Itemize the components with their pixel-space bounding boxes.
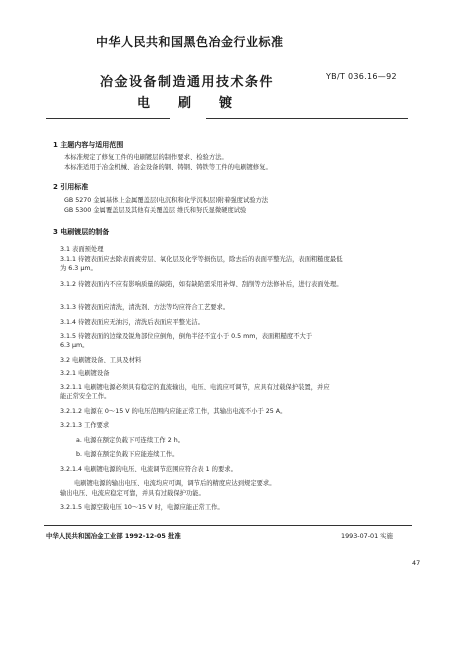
section-1-paragraph: 本标准适用于冶金机械、冶金设备的钢、铸钢、铸铁等工件的电刷镀修复。 [64, 164, 272, 171]
clause-heading: 3.2 电刷镀设备、工具及材料 [60, 357, 142, 364]
list-item: b. 电源在额定负载下应能连续工作。 [76, 451, 179, 458]
clause-text: 3.1.4 待镀表面应无油污，清洗后表面应平整光洁。 [60, 319, 204, 326]
list-item: a. 电源在额定负载下可连续工作 2 h。 [76, 437, 185, 444]
footer-divider [44, 525, 412, 526]
standard-number: YB/T 036.16—92 [326, 72, 397, 81]
clause-heading: 3.2.1 电刷镀设备 [60, 370, 110, 377]
clause-text: 能正常安全工作。 [60, 393, 111, 400]
clause-heading: 3.1 表面预处理 [60, 246, 104, 253]
clause-text: 电刷镀电源的输出电压、电流均应可调，调节后的精度应达到规定要求。 [74, 480, 276, 487]
clause-text: 3.2.1.4 电刷镀电源的电压、电流调节范围应符合表 1 的要求。 [60, 466, 237, 473]
clause-text: 3.2.1.5 电源空载电压 10～15 V 时，电源应能正常工作。 [60, 504, 224, 511]
clause-text: 3.1.3 待镀表面应清洗，清洗剂、方法等均应符合工艺要求。 [60, 304, 230, 311]
clause-text: 输出电压、电流应稳定可靠，并具有过载保护功能。 [60, 490, 205, 497]
section-1-paragraph: 本标准规定了修复工件的电刷镀层的制作要求、检验方法。 [64, 154, 228, 161]
clause-text: 3.1.5 待镀表面的边缘及锐角部位应倒角，倒角半径不宜小于 0.5 mm，表面粗糙度不大于 [60, 333, 313, 340]
clause-text: 3.2.1.2 电源在 0～15 V 的电压范围内应能正常工作，其输出电流不小于 25 A。 [60, 408, 287, 415]
clause-text: 6.3 μm。 [60, 342, 89, 349]
clause-text: 3.2.1.1 电刷镀电源必须具有稳定的直流输出，电压、电流应可调节，应具有过载保护装置，并应 [60, 384, 330, 391]
issuing-organization: 中华人民共和国黑色冶金行业标准 [96, 35, 284, 49]
section-1-title: 1 主题内容与适用范围 [53, 141, 124, 149]
header-divider-right [206, 118, 408, 119]
effective-date: 1993-07-01 实施 [341, 532, 393, 540]
document-title: 冶金设备制造通用技术条件 [100, 75, 275, 90]
reference-standard: GB 5300 金属覆盖层及其他有关覆盖层 维氏和努氏显微硬度试验 [64, 207, 247, 214]
section-2-title: 2 引用标准 [53, 183, 89, 191]
reference-standard: GB 5270 金属基体上金属覆盖层(电沉积和化学沉积层)附着强度试验方法 [64, 197, 269, 204]
approval-info: 中华人民共和国冶金工业部 1992-12-05 批准 [46, 532, 181, 540]
page-number: 47 [412, 559, 421, 567]
document-subtitle: 电刷镀 [137, 96, 261, 111]
section-3-title: 3 电刷镀层的制备 [53, 228, 110, 236]
clause-text: 为 6.3 μm。 [60, 265, 97, 272]
clause-heading: 3.2.1.3 工作要求 [60, 422, 110, 429]
clause-text: 3.1.2 待镀表面内不应有影响质量的缺陷，如有缺陷需采用补焊、刮削等方法修补后，进行表面处理。 [60, 281, 343, 288]
header-divider-left [46, 118, 170, 119]
clause-text: 3.1.1 待镀表面应去除表面疲劳层、氧化层及化学等损伤层，除去后的表面平整光洁，表面粗糙度最低 [60, 256, 343, 263]
